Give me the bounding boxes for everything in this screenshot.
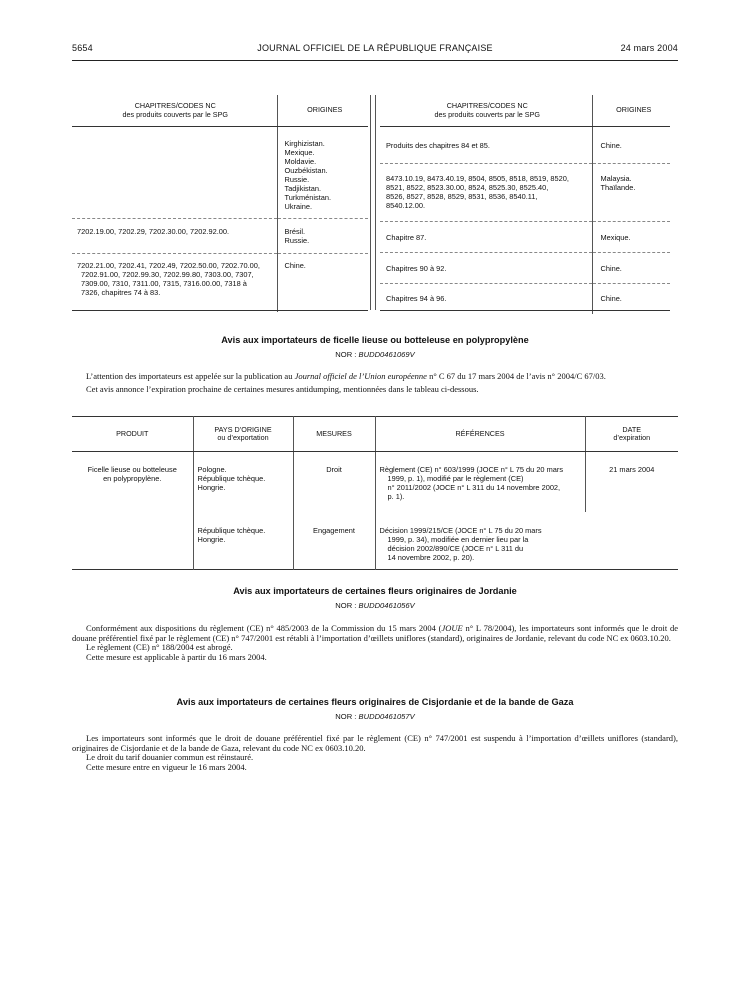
origins-cell: Malaysia. Thaïlande. (592, 164, 670, 222)
notice-title: Avis aux importateurs de certaines fleurs originaires de Cisjordanie et de la bande de Gaza (176, 697, 574, 707)
table-row (380, 284, 670, 314)
origins-cell: Chine. (592, 253, 670, 284)
column-divider (370, 95, 371, 310)
header-rule (72, 60, 678, 61)
journal-title: JOURNAL OFFICIEL DE LA RÉPUBLIQUE FRANÇAISE (257, 43, 493, 53)
col-header-mesures: MESURES (293, 417, 375, 452)
product-cell: Ficelle lieuse ou botteleuse en polypropylène. (72, 452, 193, 570)
col-header-date: DATE d’expiration (585, 417, 678, 452)
origins-cell: Chine. (592, 127, 670, 164)
issue-date: 24 mars 2004 (620, 43, 678, 53)
measure-cell: Engagement (293, 512, 375, 570)
origins-cell: Mexique. (592, 222, 670, 253)
codes-cell: Chapitres 94 à 96. (380, 284, 592, 314)
table-row (72, 254, 368, 312)
origins-cell: Kirghizistan. Mexique. Moldavie. Ouzbékistan. Russie. Tadjikistan. Turkménistan. Ukraine. (277, 127, 368, 219)
codes-cell: Chapitre 87. (380, 222, 592, 253)
codes-cell: 7202.21.00, 7202.41, 7202.49, 7202.50.00, 7202.70.00, 7202.91.00, 7202.99.30, 7202.99.80, 7303.00, 7307, 7309.00, 7310, 7311.00, 7315, 7316.00.00, 7318 à 7326, chapitres 74 à 83. (72, 254, 277, 312)
column-divider (375, 95, 376, 310)
origins-header: ORIGINES (277, 95, 368, 127)
origins-cell: Chine. (600, 294, 622, 304)
col-header-produit: PRODUIT (72, 417, 193, 452)
table-row (380, 127, 670, 164)
country-cell: République tchèque. Hongrie. (193, 512, 293, 570)
reference-cell: Règlement (CE) n° 603/1999 (JOCE n° L 75 du 20 mars 1999, p. 1), modifié par le règlement (CE) n° 2011/2002 (JOCE n° L 311 du 14 novembre 2002, p. 1). (375, 452, 585, 512)
codes-header: CHAPITRES/CODES NC des produits couverts par le SPG (380, 95, 592, 127)
origins-cell: Brésil. Russie. (277, 219, 368, 254)
origins-cell: Chine. (284, 261, 306, 270)
table-row (380, 222, 670, 253)
codes-cell: 8473.10.19, 8473.40.19, 8504, 8505, 8518, 8519, 8520, 8521, 8522, 8523.30.00, 8524, 8525.30, 8525.40, 8526, 8527, 8528, 8529, 8531, 8536, 8540.11, 8540.12.00. (380, 164, 592, 222)
antidumping-measures-table (72, 416, 678, 570)
country-cell: Pologne. République tchèque. Hongrie. (193, 452, 293, 512)
spg-table-left (72, 95, 368, 312)
codes-cell: Chapitres 90 à 92. (380, 253, 592, 284)
codes-cell: 7202.19.00, 7202.29, 7202.30.00, 7202.92.00. (72, 219, 277, 254)
col-header-references: RÉFÉRENCES (375, 417, 585, 452)
origins-header: ORIGINES (592, 95, 670, 127)
spg-table-right (380, 95, 670, 314)
reference-cell: Décision 1999/215/CE (JOCE n° L 75 du 20 mars 1999, p. 34), modifiée en dernier lieu par la décision 2002/890/CE (JOCE n° L 311 du 14 novembre 2002, p. 20). (379, 525, 542, 562)
measure-cell: Droit (293, 452, 375, 512)
notice-body: Conformément aux dispositions du règlement (CE) n° 485/2003 de la Commission du 15 mars 2004 (JOUE n° L 78/2004), les importateurs sont informés que le droit de douane préférentiel fixé par le règlement (CE) n° 747/2001 est rétabli à l’importation d’œillets uniflores (standard), originaires de Jordanie, relevant du code NC ex 0603.10.20. Le règlement (CE) n° 188/2004 est abrogé. Cette mesure est applicable à partir du 16 mars 2004. (72, 623, 678, 662)
nor-reference: NOR : BUDD0461069V (335, 350, 415, 359)
table-row (380, 164, 670, 222)
table-row (72, 452, 678, 512)
codes-cell: Produits des chapitres 84 et 85. (380, 127, 592, 164)
expiry-date-cell: 21 mars 2004 (609, 465, 655, 474)
col-header-pays: PAYS D’ORIGINE ou d’exportation (193, 417, 293, 452)
notice-title: Avis aux importateurs de certaines fleurs originaires de Jordanie (233, 586, 517, 596)
table-row (72, 219, 368, 254)
notice-body: Les importateurs sont informés que le droit de douane préférentiel fixé par le règlement (CE) n° 747/2001 est suspendu à l’importation d’œillets uniflores (standard), originaires de Cisjordanie et de la bande de Gaza, relevant du code NC ex 0603.10.20. Le droit du tarif douanier commun est réinstauré. Cette mesure entre en vigueur le 16 mars 2004. (72, 733, 678, 772)
nor-reference: NOR : BUDD0461056V (335, 601, 415, 610)
codes-header: CHAPITRES/CODES NC des produits couverts par le SPG (72, 95, 277, 127)
notice-body: L’attention des importateurs est appelée sur la publication au Journal officiel de l’Union européenne n° C 67 du 17 mars 2004 de l’avis n° 2004/C 67/03. Cet avis annonce l’expiration prochaine de certaines mesures antidumping, mentionnées dans le tableau ci-dessous. (86, 371, 606, 394)
nor-reference: NOR : BUDD0461057V (335, 712, 415, 721)
table-row (380, 253, 670, 284)
codes-cell (72, 127, 277, 219)
table-bottom-rule (380, 310, 670, 311)
page-number: 5654 (72, 43, 93, 53)
notice-title: Avis aux importateurs de ficelle lieuse ou botteleuse en polypropylène (221, 335, 529, 345)
table-bottom-rule (72, 310, 368, 311)
table-row (72, 127, 368, 219)
